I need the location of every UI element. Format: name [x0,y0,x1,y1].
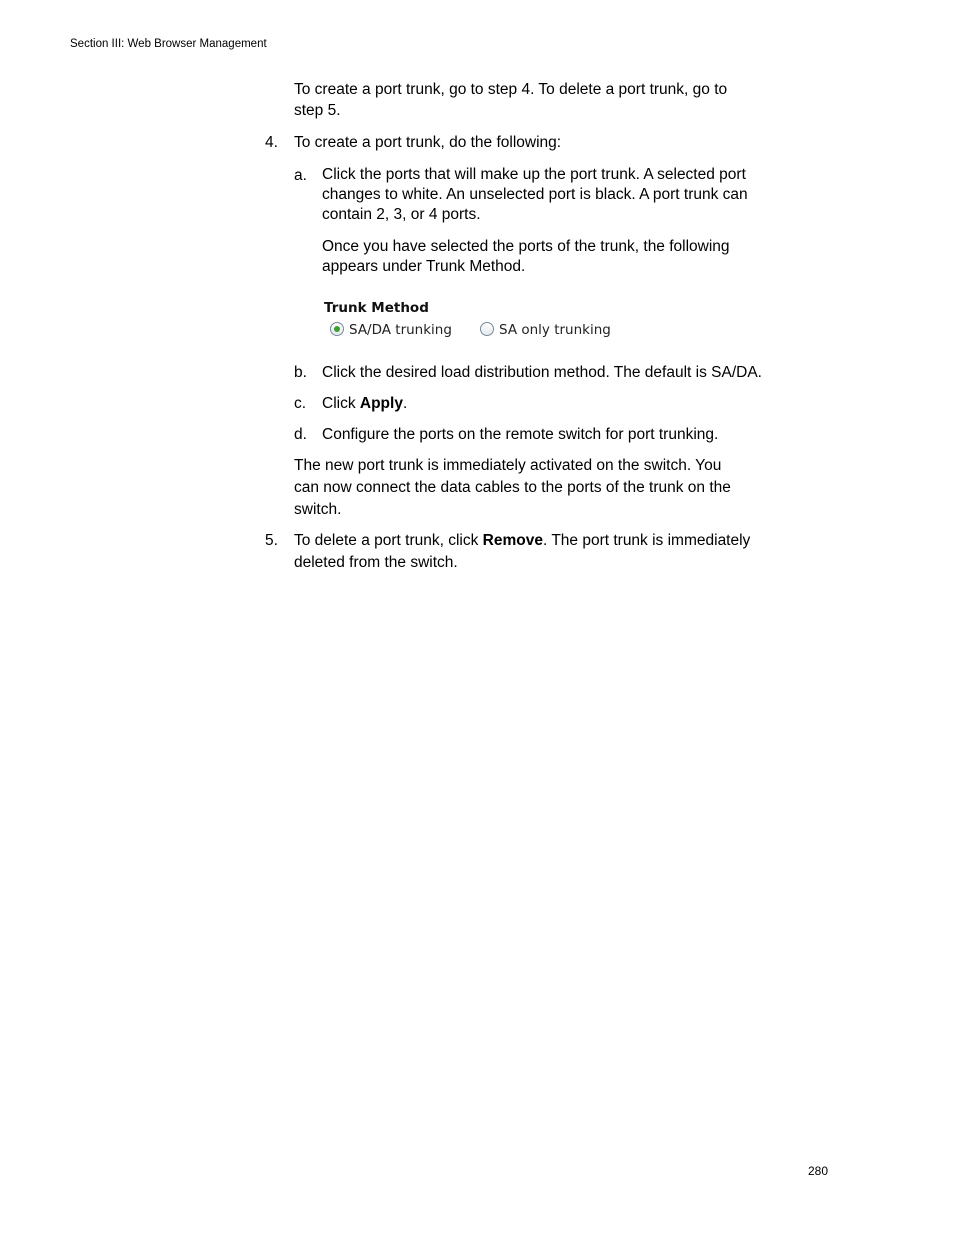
step-4a-note-line-1: Once you have selected the ports of the trunk, the following [322,238,730,255]
result-line-3: switch. [294,501,342,518]
step-5-line-1 [294,530,750,552]
step-4c-text [322,393,407,414]
intro-paragraph [294,79,727,121]
remove-label: Remove [482,532,543,549]
result-line-2: can now connect the data cables to the ports of the trunk on the [294,479,731,496]
step-4a-line-2: changes to white. An unselected port is black. A port trunk can [322,186,748,203]
step-4c-suffix: . [402,395,408,412]
result-paragraph [294,455,731,521]
sa-only-radio-icon[interactable] [480,322,494,336]
trunk-method-figure [322,296,632,350]
page-number: 280 [808,1164,829,1178]
running-header: Section III: Web Browser Management [70,38,267,50]
sa-da-radio-label[interactable]: SA/DA trunking [349,322,452,338]
step-4d-text: Configure the ports on the remote switch for port trunking. [322,426,719,443]
step-4-text: To create a port trunk, do the following: [294,134,562,151]
result-line-1: The new port trunk is immediately activated on the switch. You [294,457,722,474]
step-5-text [294,530,750,574]
intro-line-2: step 5. [294,102,341,119]
step-5-prefix: To delete a port trunk, click [294,532,483,549]
step-5-number: 5. [265,532,278,549]
sa-da-radio-icon[interactable] [330,322,344,336]
step-4a-letter: a. [294,167,307,184]
step-4d-letter: d. [294,426,307,443]
step-4c-prefix: Click [322,395,360,412]
step-4a-line-1: Click the ports that will make up the port trunk. A selected port [322,166,746,183]
intro-line-1: To create a port trunk, go to step 4. To delete a port trunk, go to [294,81,728,98]
step-4b-letter: b. [294,364,307,381]
step-4a-note-line-2: appears under Trunk Method. [322,258,526,275]
step-4a-text [322,165,748,225]
step-4b-text: Click the desired load distribution method. The default is SA/DA. [322,364,762,381]
step-4a-line-3: contain 2, 3, or 4 ports. [322,206,481,223]
step-4-number: 4. [265,134,278,151]
step-4c-letter: c. [294,395,307,412]
sa-only-radio-label[interactable]: SA only trunking [499,322,611,338]
step-4a-note [322,237,730,277]
step-5-suffix: . The port trunk is immediately [542,532,751,549]
trunk-method-title: Trunk Method [324,300,429,316]
step-5-line-2: deleted from the switch. [294,554,458,571]
apply-label: Apply [359,395,403,412]
